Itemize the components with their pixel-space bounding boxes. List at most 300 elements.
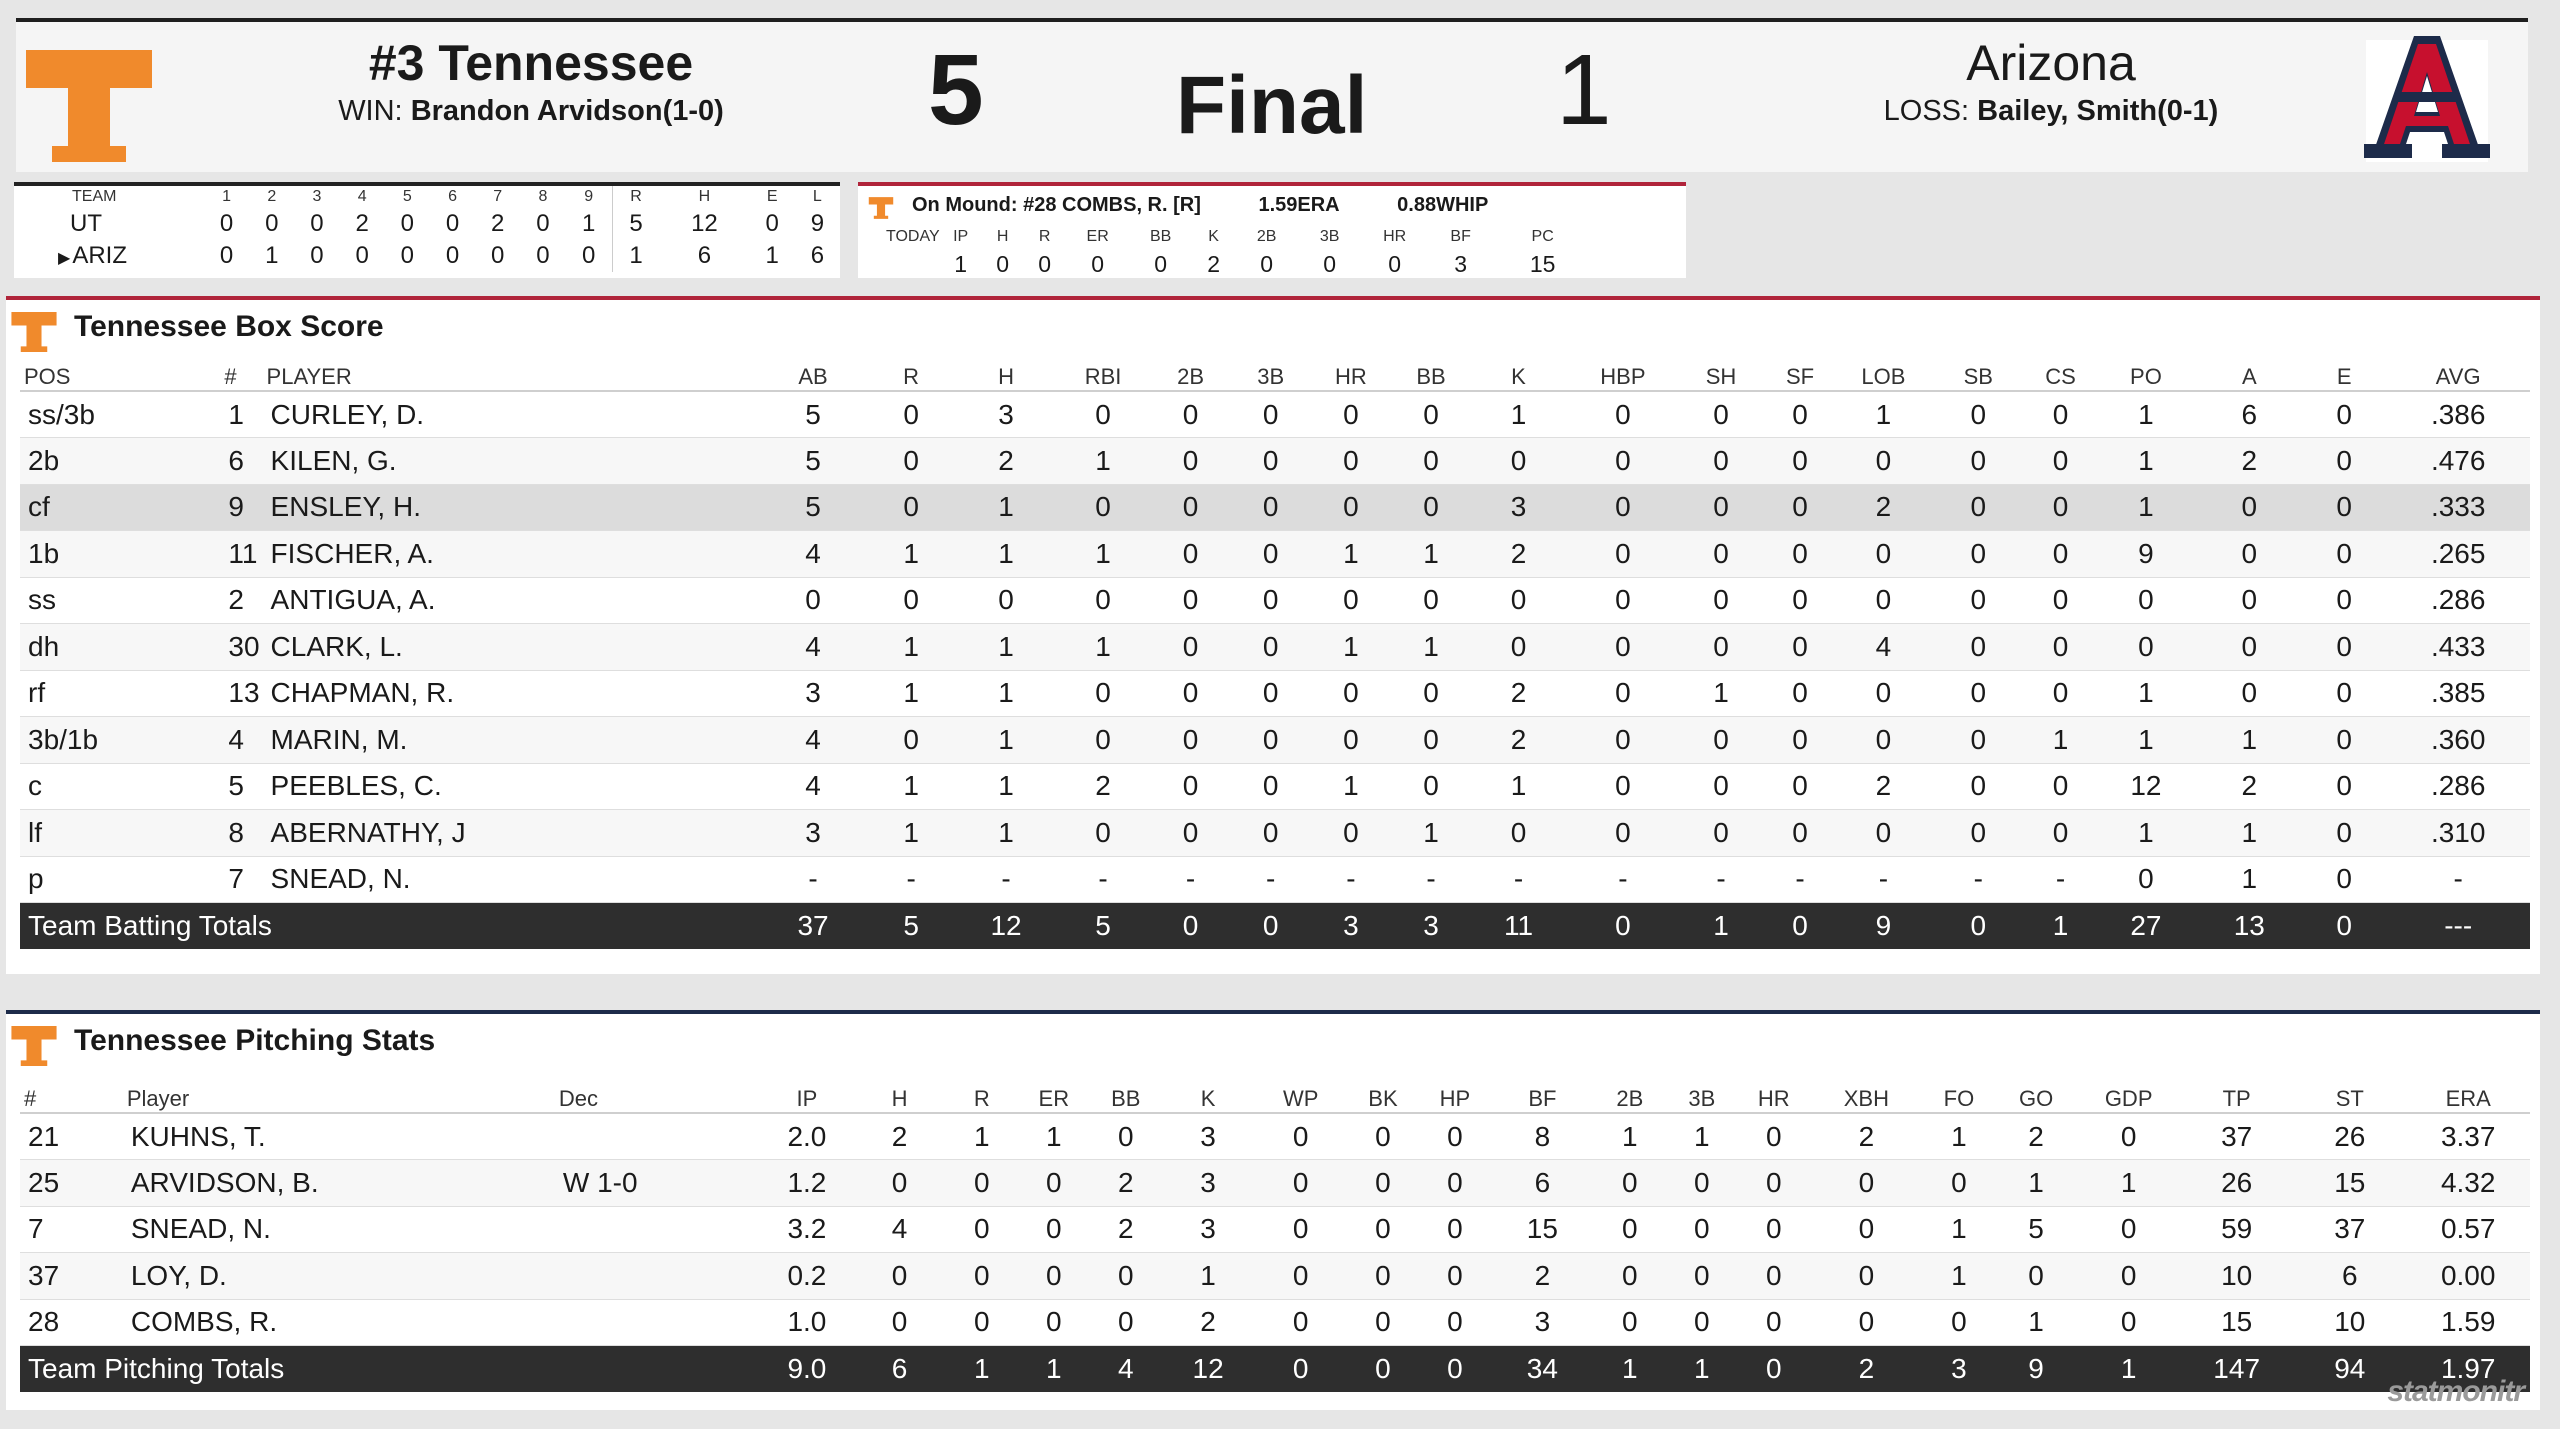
box-col-header: RBI	[1058, 364, 1149, 391]
linescore-col: 5	[402, 188, 412, 205]
table-cell: cf	[20, 484, 220, 531]
pitching-stats-title: Tennessee Pitching Stats	[74, 1024, 436, 1057]
table-cell: 1	[2197, 810, 2302, 857]
mound-col: 3B	[1319, 228, 1340, 245]
box-col-header: 2B	[1148, 364, 1232, 391]
table-cell: 0	[1090, 1113, 1162, 1160]
table-cell: 0	[1678, 810, 1764, 857]
totals-cell: 3	[1393, 903, 1469, 950]
inning-score: 0	[536, 242, 550, 269]
tennessee-logo-small	[868, 196, 894, 220]
table-cell: 0	[1347, 1206, 1419, 1253]
table-cell: 0	[1148, 531, 1232, 578]
totals-cell: 3	[1309, 903, 1393, 950]
table-cell: 1	[946, 1113, 1018, 1160]
linescore-col: 7	[493, 188, 503, 205]
table-cell: 0	[1666, 1253, 1738, 1300]
totals-cell: 1	[1666, 1346, 1738, 1393]
table-cell: 0	[1347, 1253, 1419, 1300]
box-col-header: H	[954, 364, 1057, 391]
table-cell: 0	[1738, 1206, 1810, 1253]
table-cell: 6	[2293, 1253, 2406, 1300]
table-cell: ss/3b	[20, 391, 220, 438]
pitch-col-header: Player	[123, 1086, 555, 1113]
table-cell: 3	[1491, 1299, 1594, 1346]
mound-value: 0	[1091, 250, 1105, 277]
table-cell: 0	[2302, 763, 2386, 810]
table-row	[20, 810, 2530, 857]
table-cell: 5	[758, 391, 868, 438]
table-cell: 2	[1836, 484, 1931, 531]
mound-col: IP	[953, 228, 969, 245]
table-cell: 0	[853, 1253, 946, 1300]
table-cell: 0	[1738, 1253, 1810, 1300]
table-cell: 0	[1347, 1113, 1419, 1160]
table-cell: 0	[1148, 670, 1232, 717]
mound-value: 0	[1388, 250, 1402, 277]
table-cell: 1	[868, 670, 954, 717]
inning-score: 0	[536, 210, 550, 237]
table-cell: 3	[1162, 1113, 1255, 1160]
totals-cell: 1	[1594, 1346, 1666, 1393]
table-cell: 0	[1678, 577, 1764, 624]
table-cell: 1	[2095, 484, 2196, 531]
table-cell: 0	[1148, 391, 1232, 438]
totals-cell: 4	[1090, 1346, 1162, 1393]
table-cell: 0	[1931, 717, 2026, 764]
table-cell: 0	[2026, 484, 2096, 531]
table-cell: 1	[868, 763, 954, 810]
table-cell: 0	[1568, 531, 1678, 578]
table-cell: 0	[868, 717, 954, 764]
mound-value: 0	[996, 250, 1010, 277]
table-cell: 0	[1836, 810, 1931, 857]
table-cell: 0	[1810, 1160, 1923, 1207]
table-cell: PEEBLES, C.	[263, 763, 759, 810]
table-cell: 2	[1491, 1253, 1594, 1300]
table-cell: 2	[954, 438, 1057, 485]
linescore	[14, 182, 840, 278]
mound-value	[886, 248, 940, 280]
table-cell: 0	[2077, 1113, 2180, 1160]
table-cell: 1	[1995, 1299, 2077, 1346]
box-col-header: AVG	[2386, 364, 2530, 391]
table-cell: 0	[1233, 763, 1309, 810]
box-score-title: Tennessee Box Score	[74, 310, 384, 343]
table-cell: 1	[954, 670, 1057, 717]
table-cell: 0	[1931, 531, 2026, 578]
table-cell: 3.37	[2406, 1113, 2530, 1160]
pitching-stats-panel	[6, 1010, 2540, 1410]
table-cell: 2	[2197, 763, 2302, 810]
linescore-row-ariz	[14, 240, 840, 272]
table-cell: 0	[2197, 624, 2302, 671]
runs-total: 5	[612, 208, 659, 240]
table-cell: 0	[1419, 1206, 1491, 1253]
table-cell: 0	[1678, 624, 1764, 671]
table-cell: 3	[954, 391, 1057, 438]
table-cell: -	[1931, 856, 2026, 903]
table-cell: 0	[1233, 717, 1309, 764]
table-cell: 7	[220, 856, 262, 903]
table-cell: 0	[2197, 577, 2302, 624]
table-cell: 0	[1233, 531, 1309, 578]
at-bat-indicator-icon: ▶	[58, 250, 71, 267]
table-cell: 0	[1309, 577, 1393, 624]
pitch-col-header: R	[946, 1086, 1018, 1113]
table-cell: 0	[1764, 531, 1836, 578]
table-cell: .333	[2386, 484, 2530, 531]
pitch-col-header: ST	[2293, 1086, 2406, 1113]
table-cell: 0	[1254, 1206, 1347, 1253]
table-cell: 9	[2095, 531, 2196, 578]
table-cell: 0.57	[2406, 1206, 2530, 1253]
pitch-col-header: FO	[1923, 1086, 1995, 1113]
pitch-col-header: ERA	[2406, 1086, 2530, 1113]
table-cell: 2	[1469, 717, 1568, 764]
table-cell: 4	[853, 1206, 946, 1253]
table-cell: 11	[220, 531, 262, 578]
mound-value: 15	[1529, 250, 1556, 277]
table-cell: 0	[1058, 577, 1149, 624]
table-cell: 0	[1148, 624, 1232, 671]
table-cell: 0	[2302, 670, 2386, 717]
table-cell: SNEAD, N.	[263, 856, 759, 903]
table-cell: 0	[1347, 1160, 1419, 1207]
table-cell: rf	[20, 670, 220, 717]
table-cell: 4	[1836, 624, 1931, 671]
table-cell: 0	[853, 1160, 946, 1207]
box-col-header: 3B	[1233, 364, 1309, 391]
table-cell: 0	[1594, 1206, 1666, 1253]
batting-totals-row	[20, 903, 2530, 950]
totals-cell: 6	[853, 1346, 946, 1393]
table-cell: 0	[1233, 577, 1309, 624]
table-cell: 2	[1090, 1160, 1162, 1207]
table-cell: 0	[2026, 670, 2096, 717]
table-cell: 0	[1931, 577, 2026, 624]
table-cell: 0	[2026, 577, 2096, 624]
table-cell: 1	[868, 531, 954, 578]
totals-cell: 3	[1923, 1346, 1995, 1393]
table-cell: LOY, D.	[123, 1253, 555, 1300]
table-cell: 0	[1764, 717, 1836, 764]
table-cell: 0	[1469, 810, 1568, 857]
table-row	[20, 1206, 2530, 1253]
pitch-col-header: HR	[1738, 1086, 1810, 1113]
table-cell: 0	[1233, 484, 1309, 531]
table-cell: 0	[2095, 577, 2196, 624]
linescore-col: 2	[267, 188, 277, 205]
table-cell: 8	[220, 810, 262, 857]
table-cell: 0	[1738, 1299, 1810, 1346]
totals-cell: 1	[2077, 1346, 2180, 1393]
current-pitcher-whip: 0.88WHIP	[1397, 194, 1489, 216]
inning-score: 1	[265, 242, 279, 269]
table-cell: 0	[1678, 484, 1764, 531]
table-cell: 0	[1764, 810, 1836, 857]
table-cell: 4	[758, 531, 868, 578]
table-cell: 1	[1393, 624, 1469, 671]
table-cell: 0	[758, 577, 868, 624]
table-cell: 30	[220, 624, 262, 671]
table-cell: 10	[2293, 1299, 2406, 1346]
table-cell: 1.0	[761, 1299, 854, 1346]
table-cell: CLARK, L.	[263, 624, 759, 671]
table-cell: 0	[1594, 1253, 1666, 1300]
errors-total: 1	[765, 242, 779, 269]
table-cell: 0	[1058, 717, 1149, 764]
table-cell: p	[20, 856, 220, 903]
table-cell: 0	[1309, 438, 1393, 485]
table-cell: 4	[758, 717, 868, 764]
table-cell: 0	[1810, 1299, 1923, 1346]
inning-score: 0	[355, 242, 369, 269]
mound-col: K	[1208, 228, 1219, 245]
current-pitcher-name: On Mound: #28 COMBS, R. [R]	[912, 194, 1201, 216]
mound-col: BF	[1450, 228, 1471, 245]
inning-score: 0	[491, 242, 505, 269]
pitch-col-header: XBH	[1810, 1086, 1923, 1113]
table-cell: 1	[954, 531, 1057, 578]
table-cell: 1	[2026, 717, 2096, 764]
table-cell: 3.2	[761, 1206, 854, 1253]
table-cell: 0	[1836, 438, 1931, 485]
arizona-logo	[2362, 32, 2492, 168]
table-cell: 0	[1568, 717, 1678, 764]
table-cell: 1	[1836, 391, 1931, 438]
box-col-header: R	[868, 364, 954, 391]
table-cell: 0	[1568, 577, 1678, 624]
pitch-col-header: GDP	[2077, 1086, 2180, 1113]
table-cell: 0	[1931, 624, 2026, 671]
totals-cell: 37	[758, 903, 868, 950]
current-pitcher-stats	[886, 226, 1592, 280]
totals-cell: 9	[1995, 1346, 2077, 1393]
table-cell: 0	[1931, 810, 2026, 857]
table-cell: 5	[1995, 1206, 2077, 1253]
pitch-col-header: ER	[1018, 1086, 1090, 1113]
table-row	[20, 438, 2530, 485]
away-team	[1736, 34, 2366, 130]
table-cell: 3	[758, 810, 868, 857]
totals-cell: 0	[1254, 1346, 1347, 1393]
table-cell: 0	[1058, 391, 1149, 438]
table-cell: 5	[758, 438, 868, 485]
table-cell: 0	[868, 484, 954, 531]
table-cell: 9	[220, 484, 262, 531]
table-cell: 0	[1090, 1253, 1162, 1300]
table-cell: 0	[1309, 717, 1393, 764]
table-cell: 1	[2095, 810, 2196, 857]
tennessee-logo-small	[10, 1024, 58, 1068]
table-cell: -	[868, 856, 954, 903]
table-cell: 0	[1148, 763, 1232, 810]
table-cell: 1	[1058, 531, 1149, 578]
mound-value: 3	[1454, 250, 1468, 277]
table-cell: SNEAD, N.	[123, 1206, 555, 1253]
table-cell: 0	[1148, 577, 1232, 624]
game-status: Final	[1176, 60, 1368, 151]
table-cell: 0	[1594, 1299, 1666, 1346]
inning-score: 2	[491, 210, 505, 237]
table-row	[20, 1113, 2530, 1160]
pitch-col-header: GO	[1995, 1086, 2077, 1113]
table-cell: 2	[1162, 1299, 1255, 1346]
table-cell: -	[1568, 856, 1678, 903]
table-cell: 1b	[20, 531, 220, 578]
table-cell: KILEN, G.	[263, 438, 759, 485]
hits-total: 6	[697, 242, 712, 269]
table-cell: 0	[1836, 531, 1931, 578]
table-cell: 0	[1148, 438, 1232, 485]
table-cell: 1	[954, 810, 1057, 857]
table-cell: 1	[1309, 624, 1393, 671]
linescore-col: 8	[538, 188, 548, 205]
inning-score: 0	[219, 210, 234, 237]
mound-value: 0	[1323, 250, 1337, 277]
hits-total: 12	[691, 210, 718, 237]
table-cell: c	[20, 763, 220, 810]
table-cell: 2	[220, 577, 262, 624]
table-cell: 0	[1678, 391, 1764, 438]
pitch-col-header: #	[20, 1086, 123, 1113]
table-cell: 13	[220, 670, 262, 717]
home-team-name: #3 Tennessee	[368, 35, 694, 91]
pitch-col-header: IP	[761, 1086, 854, 1113]
table-cell: 0	[1764, 438, 1836, 485]
pitch-col-header: H	[853, 1086, 946, 1113]
linescore-col-e: E	[766, 188, 778, 205]
totals-cell: 0	[1148, 903, 1232, 950]
table-cell: 37	[2293, 1206, 2406, 1253]
box-col-header: PO	[2095, 364, 2196, 391]
pitching-stats-table	[20, 1086, 2530, 1392]
table-cell: 0	[1090, 1299, 1162, 1346]
table-cell: 1	[2095, 670, 2196, 717]
table-cell: 0	[2026, 531, 2096, 578]
table-cell: 0	[1678, 531, 1764, 578]
table-cell: 0	[2302, 391, 2386, 438]
table-cell: KUHNS, T.	[123, 1113, 555, 1160]
mound-value: 1	[954, 250, 968, 277]
table-cell	[555, 1299, 761, 1346]
table-cell: 0	[1836, 670, 1931, 717]
table-cell: 0	[1469, 577, 1568, 624]
linescore-col: 3	[312, 188, 322, 205]
table-cell: 0	[1764, 577, 1836, 624]
table-cell: 1	[1058, 624, 1149, 671]
box-col-header: K	[1469, 364, 1568, 391]
table-cell: .286	[2386, 763, 2530, 810]
table-cell: FISCHER, A.	[263, 531, 759, 578]
table-cell: 37	[20, 1253, 123, 1300]
linescore-col-h: H	[698, 188, 711, 205]
table-cell: 0	[1931, 438, 2026, 485]
linescore-col: 9	[584, 188, 594, 205]
totals-cell: 1	[946, 1346, 1018, 1393]
table-row	[20, 763, 2530, 810]
table-cell: 0	[1419, 1113, 1491, 1160]
table-cell: 0	[946, 1253, 1018, 1300]
totals-cell: 1	[2026, 903, 2096, 950]
table-row	[20, 531, 2530, 578]
box-col-header: BB	[1393, 364, 1469, 391]
table-cell: 1	[1923, 1253, 1995, 1300]
pitch-col-header: K	[1162, 1086, 1255, 1113]
box-col-header: LOB	[1836, 364, 1931, 391]
table-cell: 3	[1162, 1206, 1255, 1253]
table-cell: 59	[2180, 1206, 2293, 1253]
table-cell	[555, 1113, 761, 1160]
left-on-base-total: 6	[810, 242, 825, 269]
table-cell: 0	[868, 438, 954, 485]
table-cell: 0	[1393, 438, 1469, 485]
table-cell: 0	[2026, 763, 2096, 810]
mound-col: HR	[1383, 228, 1407, 245]
table-cell: lf	[20, 810, 220, 857]
table-cell: 0	[2302, 856, 2386, 903]
table-cell: 0	[946, 1206, 1018, 1253]
totals-cell: 0	[1347, 1346, 1419, 1393]
table-cell: 0	[1233, 810, 1309, 857]
runs-total: 1	[612, 240, 659, 272]
table-cell: -	[2386, 856, 2530, 903]
table-cell: 0	[1254, 1113, 1347, 1160]
table-cell: 1	[1923, 1113, 1995, 1160]
linescore-col-l: L	[812, 188, 822, 205]
table-cell: 0	[1018, 1160, 1090, 1207]
mound-value: 0	[1038, 250, 1052, 277]
table-cell: -	[1393, 856, 1469, 903]
totals-cell: 12	[1162, 1346, 1255, 1393]
linescore-row-ut	[14, 208, 840, 240]
table-cell: 4.32	[2406, 1160, 2530, 1207]
inning-score: 0	[265, 210, 279, 237]
box-col-header: CS	[2026, 364, 2096, 391]
table-row	[20, 577, 2530, 624]
table-row	[20, 484, 2530, 531]
totals-cell: 94	[2293, 1346, 2406, 1393]
away-score: 1	[1556, 34, 1612, 146]
table-cell: 0	[868, 391, 954, 438]
table-cell: 0	[1738, 1160, 1810, 1207]
table-cell: 0.2	[761, 1253, 854, 1300]
table-cell: 0	[2302, 484, 2386, 531]
table-cell: 2	[1810, 1113, 1923, 1160]
totals-cell: 1	[1018, 1346, 1090, 1393]
table-cell: 1	[954, 484, 1057, 531]
box-col-header: A	[2197, 364, 2302, 391]
table-cell: 1	[1018, 1113, 1090, 1160]
table-cell: 1	[1594, 1113, 1666, 1160]
table-cell: 1	[1058, 438, 1149, 485]
table-cell: 0	[2077, 1253, 2180, 1300]
table-row	[20, 1253, 2530, 1300]
table-cell: ANTIGUA, A.	[263, 577, 759, 624]
table-cell: -	[1148, 856, 1232, 903]
table-cell: 0	[1678, 763, 1764, 810]
inning-score: 0	[310, 242, 324, 269]
table-cell: 0	[946, 1299, 1018, 1346]
linescore-col: 6	[448, 188, 457, 205]
totals-cell: 147	[2180, 1346, 2293, 1393]
table-cell: 2	[1995, 1113, 2077, 1160]
table-cell: 0	[1810, 1253, 1923, 1300]
table-cell: 0	[1738, 1113, 1810, 1160]
table-cell: 3	[1469, 484, 1568, 531]
table-cell: -	[1836, 856, 1931, 903]
